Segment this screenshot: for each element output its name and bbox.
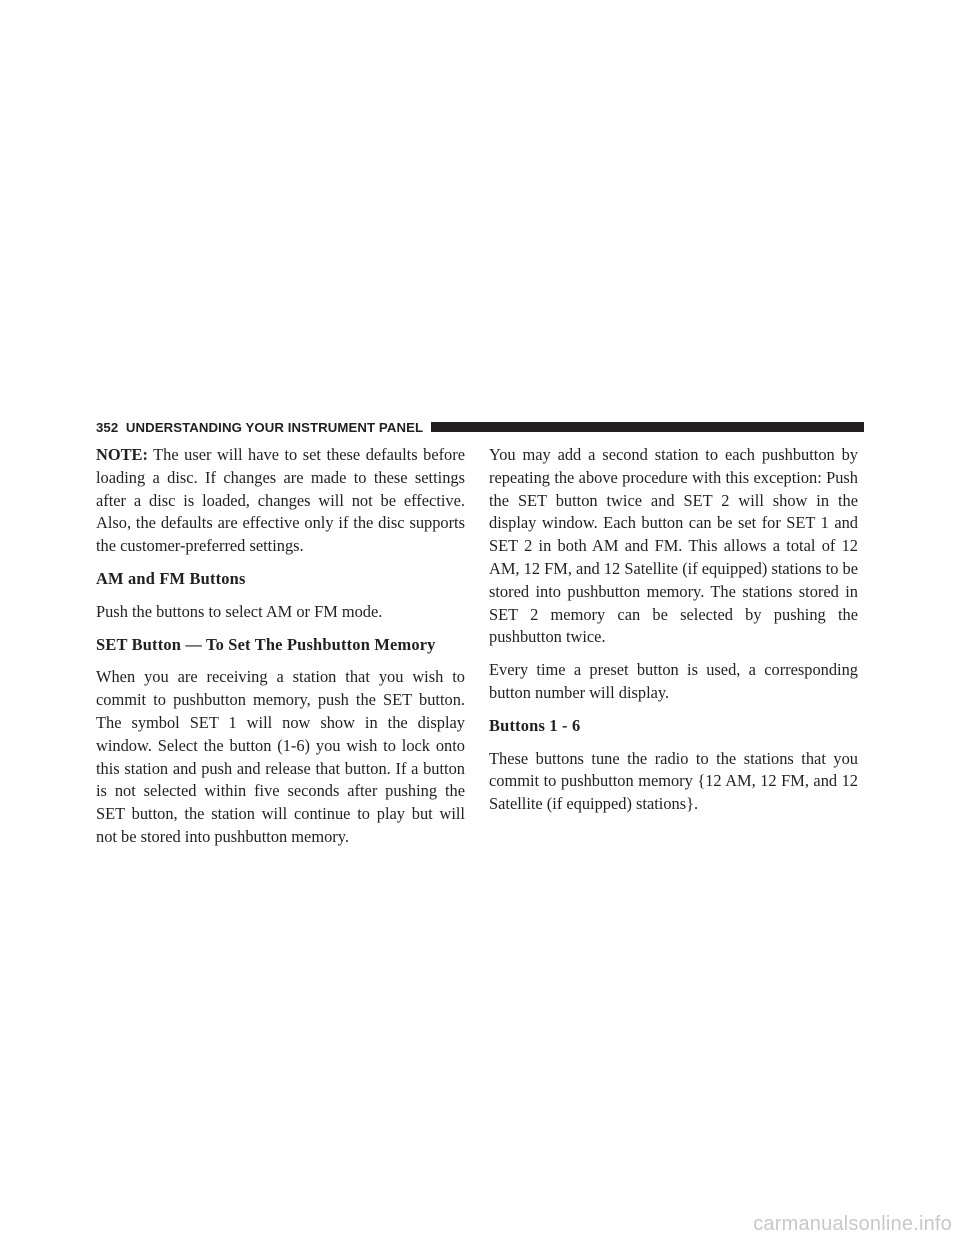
- set-button-paragraph: When you are receiving a station that you wish to commit to pushbutton memory, push the SET button. The symbol SET 1 will now show in the display window. Select the button (1-6) you wish to lock onto this station and push and release that button. If a button is not selected within five seconds after pushing the SET button, the station will continue to play but will not be stored into pushbutton memory.: [96, 667, 465, 846]
- header-rule-bar: [431, 422, 864, 432]
- running-header: [96, 420, 431, 435]
- preset-paragraph: Every time a preset button is used, a corresponding button number will display.: [489, 660, 858, 702]
- set-button-heading: SET Button — To Set The Pushbutton Memory: [96, 634, 436, 654]
- am-fm-heading: AM and FM Buttons: [96, 568, 246, 588]
- am-fm-paragraph: Push the buttons to select AM or FM mode.: [96, 601, 383, 621]
- page-header: [96, 417, 864, 437]
- note-label: NOTE:: [96, 445, 148, 464]
- page-number: 352: [96, 419, 119, 435]
- watermark-text: carmanualsonline.info: [753, 1213, 952, 1235]
- left-column: [96, 444, 465, 859]
- buttons-paragraph: These buttons tune the radio to the stations that you commit to pushbutton memory {12 AM, 12 FM, and 12 Satellite (if equipped) stations}.: [489, 748, 858, 814]
- buttons-heading: Buttons 1 - 6: [489, 715, 581, 735]
- second-station-paragraph: You may add a second station to each pushbutton by repeating the above procedure with this exception: Push the SET button twice and SET 2 will show in the display window. Each button can be set for SET 1 and SET 2 in both AM and FM. This allows a total of 12 AM, 12 FM, and 12 Satellite (if equipped) stations to be stored into pushbutton memory. The stations stored in SET 2 memory can be selected by pushing the pushbutton twice.: [489, 445, 858, 647]
- note-text: The user will have to set these defaults before loading a disc. If changes are made to these settings after a disc is loaded, changes will not be effective. Also, the defaults are effective only if the disc supports the customer-preferred settings.: [96, 445, 465, 556]
- note-paragraph: [96, 444, 465, 558]
- right-column: [489, 444, 858, 826]
- section-title: UNDERSTANDING YOUR INSTRUMENT PANEL: [125, 419, 424, 435]
